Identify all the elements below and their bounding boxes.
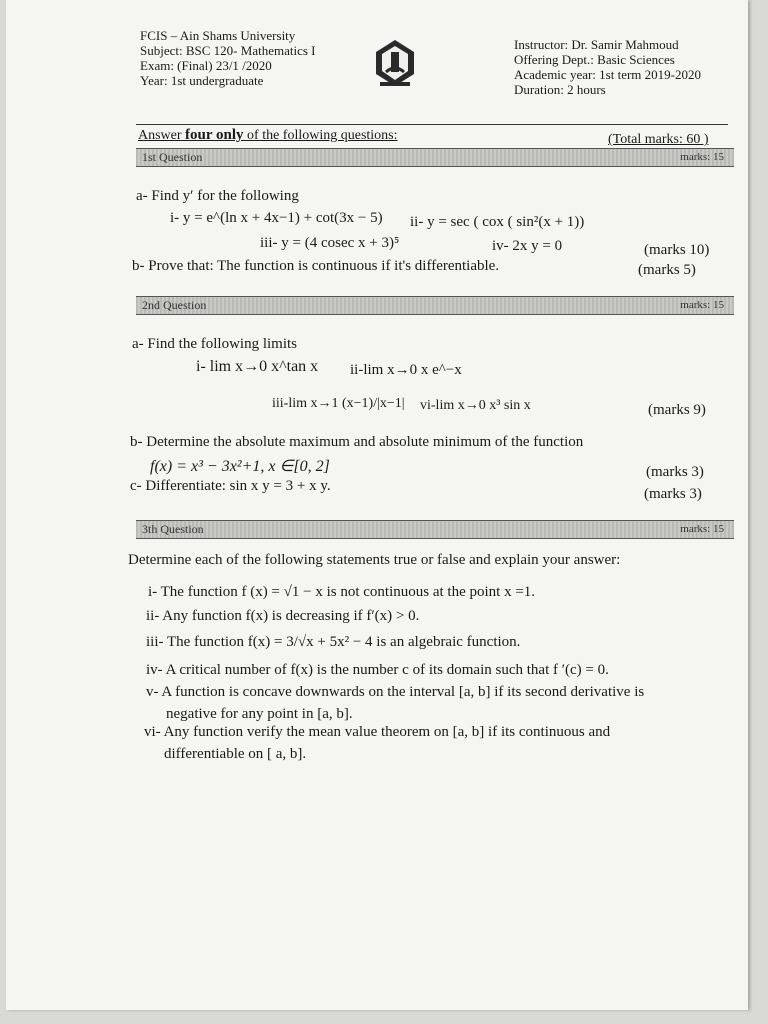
q3-item-i: i- The function f (x) = √1 − x is not continuous at the point x =1. — [148, 584, 536, 600]
q1-item-ii: ii- y = sec ( cox ( sin²(x + 1)) — [410, 214, 585, 230]
header-university: FCIS – Ain Shams University — [140, 28, 296, 43]
question-2-marks: marks: 15 — [680, 299, 724, 311]
q3-item-vi-line2: differentiable on [ a, b]. — [164, 746, 307, 762]
question-1-bar — [136, 148, 734, 167]
q3-item-iv: iv- A critical number of f(x) is the number c of its domain such that f ′(c) = 0. — [146, 662, 609, 678]
q3-intro: Determine each of the following statements true or false and explain your answer: — [128, 552, 621, 568]
header-duration: Duration: 2 hours — [514, 82, 606, 97]
question-1-title: 1st Question — [142, 150, 203, 164]
header-instructor: Instructor: Dr. Samir Mahmoud — [514, 37, 679, 52]
q2-item-vi: vi-lim x→0 x³ sin x — [420, 398, 531, 413]
header-subject: Subject: BSC 120- Mathematics I — [140, 43, 316, 58]
header-divider — [136, 124, 728, 125]
q1-part-b: b- Prove that: The function is continuous if it's differentiable. — [132, 258, 500, 274]
instructions-line — [138, 127, 398, 144]
instructions-prefix: Answer — [138, 128, 182, 143]
instructions-bold: four only — [185, 127, 244, 143]
total-marks: (Total marks: 60 ) — [608, 132, 709, 147]
question-3-title: 3th Question — [142, 522, 204, 536]
question-3-bar — [136, 520, 734, 539]
q3-item-iii: iii- The function f(x) = 3/√x + 5x² − 4 is an algebraic function. — [146, 634, 521, 650]
q3-item-v-line1: v- A function is concave downwards on the interval [a, b] if its second derivative is — [146, 684, 645, 700]
q2-item-ii: ii-lim x→0 x e^−x — [350, 362, 462, 378]
q2-part-b: b- Determine the absolute maximum and absolute minimum of the function — [130, 434, 584, 450]
q3-item-ii: ii- Any function f(x) is decreasing if f′(x) > 0. — [146, 608, 420, 624]
question-2-bar — [136, 296, 734, 315]
q1-part-a-label: a- Find y′ for the following — [136, 188, 299, 204]
q1-marks-b: (marks 5) — [638, 262, 696, 278]
q3-item-vi-line1: vi- Any function verify the mean value theorem on [a, b] if its continuous and — [144, 724, 611, 740]
header-exam: Exam: (Final) 23/1 /2020 — [140, 58, 272, 73]
university-logo-icon — [372, 38, 418, 88]
question-2-title: 2nd Question — [142, 298, 207, 312]
q1-item-iii: iii- y = (4 cosec x + 3)⁵ — [260, 235, 400, 251]
header-academic-year: Academic year: 1st term 2019-2020 — [514, 67, 701, 82]
header-year: Year: 1st undergraduate — [140, 73, 264, 88]
q2-part-a-label: a- Find the following limits — [132, 336, 297, 352]
q2-part-c: c- Differentiate: sin x y = 3 + x y. — [130, 478, 331, 494]
q2-item-iii: iii-lim x→1 (x−1)/|x−1| — [272, 396, 405, 411]
exam-paper — [6, 0, 748, 1010]
header-department: Offering Dept.: Basic Sciences — [514, 52, 675, 67]
q2-item-i: i- lim x→0 x^tan x — [196, 358, 319, 375]
header-left — [140, 28, 315, 88]
question-1-marks: marks: 15 — [680, 151, 724, 163]
header-right — [514, 37, 701, 97]
q2-marks-c: (marks 3) — [644, 486, 702, 502]
instructions-suffix: of the following questions: — [247, 128, 398, 143]
q1-marks-a: (marks 10) — [644, 242, 710, 258]
q1-item-i: i- y = e^(ln x + 4x−1) + cot(3x − 5) — [170, 210, 383, 226]
q2-marks-a: (marks 9) — [648, 402, 706, 418]
question-3-marks: marks: 15 — [680, 523, 724, 535]
q3-item-v-line2: negative for any point in [a, b]. — [166, 706, 353, 722]
q2-part-b-function: f(x) = x³ − 3x²+1, x ∈[0, 2] — [150, 458, 330, 475]
q1-item-iv: iv- 2x y = 0 — [492, 238, 563, 254]
q2-marks-b: (marks 3) — [646, 464, 704, 480]
